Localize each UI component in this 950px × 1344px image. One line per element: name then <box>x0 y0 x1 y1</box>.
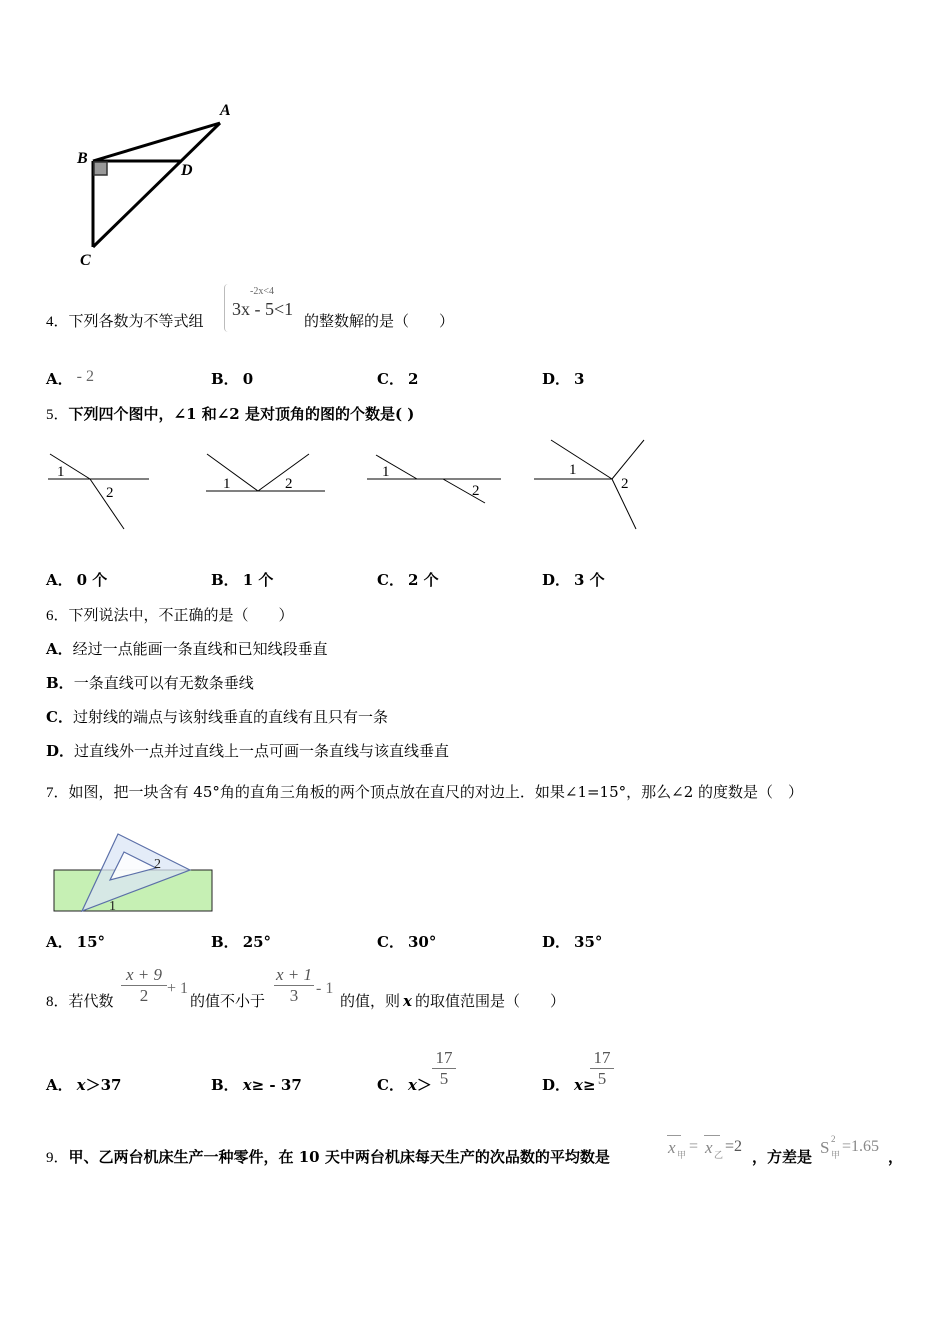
svg-text:2: 2 <box>106 485 114 501</box>
q4-text-after: 的整数解的是（ ） <box>304 312 455 330</box>
angle-2-label: 2 <box>154 857 161 872</box>
q9-variance-expression: S 2 甲 =1.65 <box>820 1134 880 1160</box>
svg-text:2: 2 <box>621 476 629 492</box>
svg-text:2: 2 <box>472 483 480 499</box>
q8-fraction-2: x + 1 3 <box>275 965 313 1005</box>
svg-text:1: 1 <box>382 464 390 480</box>
q8-option-c-fraction: 17 5 <box>432 1048 456 1089</box>
q7-option-c[interactable]: C． 30° <box>377 933 437 951</box>
q6-option-a[interactable]: A．经过一点能画一条直线和已知线段垂直 <box>46 640 328 658</box>
q9-text-c: ， <box>888 1148 904 1166</box>
q8-text-c: 的值，则 x 的取值范围是（ ） <box>340 992 565 1010</box>
q8-option-d-fraction: 17 5 <box>590 1048 614 1089</box>
q5-stem: 5．下列四个图中，∠1 和∠2 是对顶角的图的个数是( ) <box>46 405 415 423</box>
label-d: D <box>181 162 193 179</box>
q5-figure-1 <box>46 445 156 535</box>
q4-option-d[interactable]: D． 3 <box>542 370 585 388</box>
q4-number: 4． <box>46 314 69 330</box>
label-c: C <box>80 252 91 269</box>
q9-mean-expression: x 甲 = x 乙 =2 <box>666 1133 752 1163</box>
q8-text-b: 的值不小于 <box>190 992 266 1010</box>
q8-fraction-1: x + 9 2 <box>121 965 167 1006</box>
q7-option-d[interactable]: D． 35° <box>542 933 603 951</box>
q4-inequality-system <box>224 282 302 334</box>
q7-option-b[interactable]: B． 25° <box>211 933 272 951</box>
q4-option-c[interactable]: C． 2 <box>377 370 419 388</box>
q5-figure-2 <box>205 445 330 500</box>
q5-figure-4 <box>532 437 652 537</box>
angle-1-label: 1 <box>109 899 116 914</box>
q8-plus-one: + 1 <box>167 980 189 997</box>
q7-option-a[interactable]: A． 15° <box>46 933 106 951</box>
q4-option-b[interactable]: B． 0 <box>211 370 254 388</box>
q6-option-d[interactable]: D．过直线外一点并过直线上一点可画一条直线与该直线垂直 <box>46 742 450 760</box>
q9-text-b: ，方差是 <box>752 1148 813 1166</box>
q5-option-c[interactable]: C． 2 个 <box>377 571 439 589</box>
svg-text:1: 1 <box>223 476 231 492</box>
figure-triangle-abcd <box>70 95 250 275</box>
q4-system-top: -2x<4 <box>250 286 274 297</box>
q6-option-b[interactable]: B．一条直线可以有无数条垂线 <box>46 674 254 692</box>
svg-text:1: 1 <box>569 462 577 478</box>
q8-option-c[interactable]: C． x＞ <box>377 1076 432 1094</box>
q5-option-a[interactable]: A． 0 个 <box>46 571 108 589</box>
q5-option-d[interactable]: D． 3 个 <box>542 571 605 589</box>
q9-text-a: 9．甲、乙两台机床生产一种零件，在 10 天中两台机床每天生产的次品数的平均数是 <box>46 1148 610 1166</box>
q8-text-a: 8．若代数 <box>46 992 114 1010</box>
q6-option-c[interactable]: C．过射线的端点与该射线垂直的直线有且只有一条 <box>46 708 388 726</box>
q4-option-a[interactable]: A． - 2 <box>46 368 94 388</box>
q4-option-a-value: - 2 <box>76 368 94 385</box>
q8-option-b[interactable]: B． x≥ - 37 <box>211 1076 302 1094</box>
q4-stem <box>46 311 204 332</box>
q4-system-main: 3x - 5<1 <box>232 299 294 319</box>
q5-figure-3 <box>365 445 505 510</box>
q6-stem: 6．下列说法中，不正确的是（ ） <box>46 606 294 624</box>
q8-option-d[interactable]: D． x≥ <box>542 1076 596 1094</box>
svg-text:1: 1 <box>57 464 65 480</box>
q8-option-a[interactable]: A． x＞37 <box>46 1076 122 1094</box>
q7-stem: 7．如图，把一块含有 45°角的直角三角板的两个顶点放在直尺的对边上．如果∠1=15°，那么∠2 的度数是（ ） <box>46 783 804 801</box>
label-a: A <box>220 102 231 119</box>
q7-figure-ruler-triangle <box>46 828 221 918</box>
q8-minus-one: - 1 <box>316 980 334 997</box>
label-b: B <box>77 150 88 167</box>
q4-text-before: 下列各数为不等式组 <box>68 312 204 330</box>
q5-option-b[interactable]: B． 1 个 <box>211 571 274 589</box>
svg-text:2: 2 <box>285 476 293 492</box>
